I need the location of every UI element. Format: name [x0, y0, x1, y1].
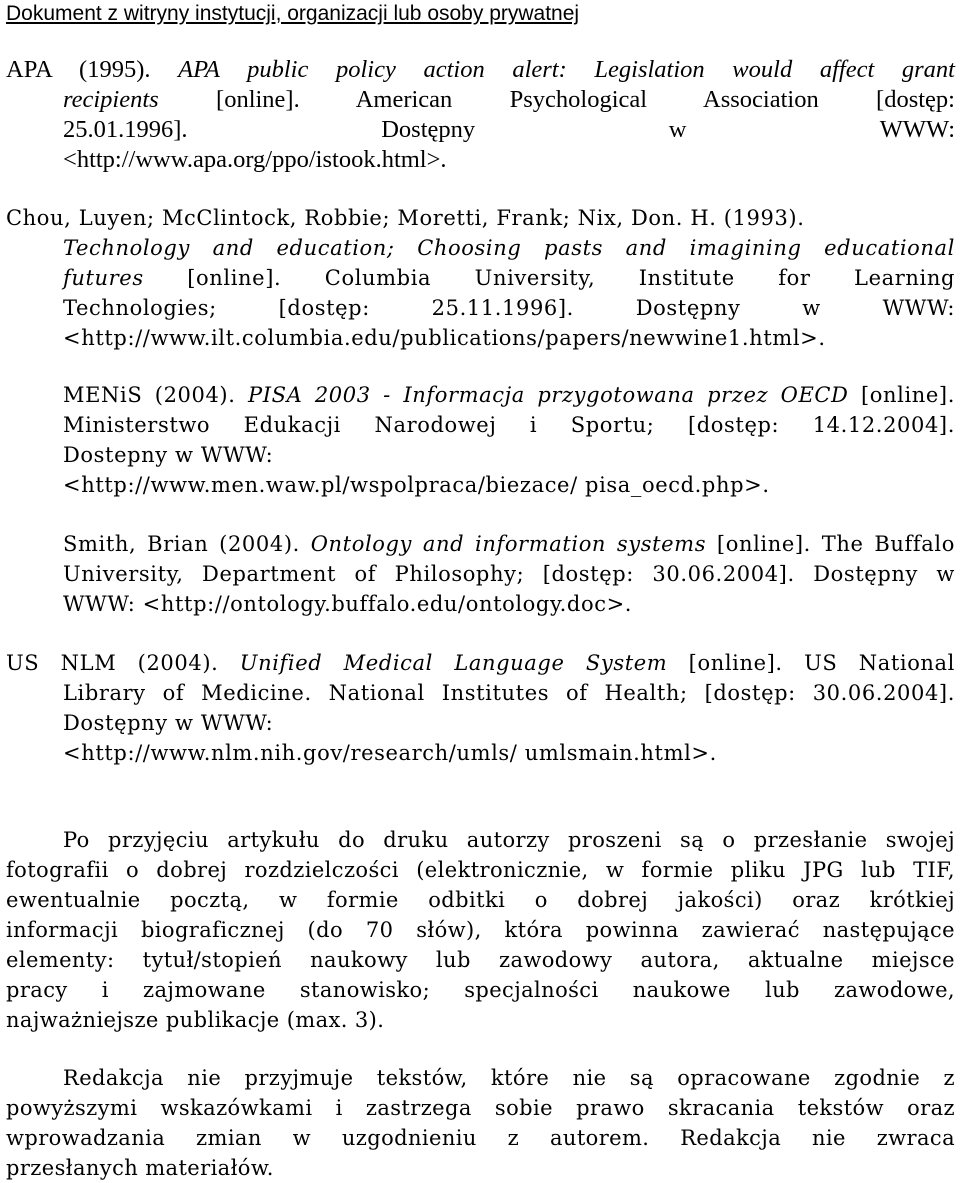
paragraph-line: przesłanych materiałów. [6, 1156, 274, 1180]
reference-url[interactable]: <http://www.apa.org/ppo/istook.html>. [63, 146, 447, 173]
paragraph-line: ewentualnie pocztą, w formie odbitki o dobrej jakości) oraz krótkiej [6, 888, 955, 912]
reference-text: University, Department of Philosophy; [dostęp: 30.06.2004]. Dostępny w [63, 562, 955, 586]
reference-author: Smith, Brian (2004). [63, 532, 311, 556]
paragraph-line: najważniejsze publikacje (max. 3). [6, 1008, 385, 1032]
reference-apa [6, 55, 955, 175]
reference-us-nlm [6, 648, 955, 768]
reference-text: [online]. American Psychological Association [dostęp: [158, 86, 955, 113]
paragraph-line: Redakcja nie przyjmuje tekstów, które nie są opracowane zgodnie z [63, 1066, 955, 1090]
reference-title: APA public policy action alert: Legislation would affect grant [178, 56, 955, 83]
reference-line [6, 708, 955, 738]
reference-line [6, 263, 955, 293]
reference-text: [online]. Columbia University, Institute for Learning [143, 266, 955, 290]
reference-text: 25.01.1996]. Dostępny w WWW: [63, 116, 955, 143]
reference-line [6, 678, 955, 708]
reference-title: PISA 2003 - Informacja przygotowana przez OECD [247, 383, 849, 407]
reference-url[interactable]: <http://www.men.waw.pl/wspolpraca/biezace/ pisa_oecd.php>. [63, 473, 770, 497]
reference-title: Ontology and information systems [310, 532, 707, 556]
source-header-link[interactable]: Dokument z witryny instytucji, organizacji lub osoby prywatnej [6, 2, 580, 25]
reference-url[interactable]: <http://www.nlm.nih.gov/research/umls/ umlsmain.html>. [63, 741, 717, 765]
reference-text: Dostepny w WWW: [63, 443, 274, 467]
reference-line [6, 85, 955, 115]
reference-text: [online]. The Buffalo [706, 532, 955, 556]
reference-text: [online]. US National [667, 651, 955, 675]
reference-author: APA (1995). [6, 56, 179, 83]
reference-text: Library of Medicine. National Institutes of Health; [dostęp: 30.06.2004]. [63, 681, 955, 705]
reference-author: US NLM (2004). [6, 651, 240, 675]
reference-line [6, 293, 955, 323]
reference-smith [6, 529, 955, 619]
reference-line [6, 589, 955, 619]
reference-line [6, 233, 955, 263]
reference-title: futures [63, 266, 144, 290]
reference-author: MENiS (2004). [63, 383, 248, 407]
reference-text: Ministerstwo Edukacji Narodowej i Sportu; [dostęp: 14.12.2004]. [63, 413, 955, 437]
reference-line [6, 55, 955, 85]
paragraph-line: elementy: tytuł/stopień naukowy lub zawodowy autora, aktualne miejsce [6, 948, 955, 972]
paragraph-line: informacji biograficznej (do 70 słów), która powinna zawierać następujące [6, 918, 955, 942]
reference-text: Technologies; [dostęp: 25.11.1996]. Dostępny w WWW: [63, 296, 955, 320]
reference-text: Dostępny w WWW: [63, 711, 274, 735]
reference-url[interactable]: WWW: <http://ontology.buffalo.edu/ontology.doc>. [63, 592, 633, 616]
reference-line [6, 440, 955, 470]
reference-title: Unified Medical Language System [239, 651, 668, 675]
reference-line [6, 470, 955, 500]
reference-line [6, 203, 955, 233]
reference-line [6, 648, 955, 678]
reference-line [6, 380, 955, 410]
author-instructions-paragraph [6, 825, 955, 1035]
reference-line [6, 115, 955, 145]
reference-line [6, 410, 955, 440]
reference-url[interactable]: <http://www.ilt.columbia.edu/publications/papers/newwine1.html>. [63, 326, 826, 350]
editorial-policy-paragraph [6, 1063, 955, 1183]
reference-line [6, 323, 955, 353]
reference-line [6, 529, 955, 559]
reference-line [6, 559, 955, 589]
paragraph-line: powyższymi wskazówkami i zastrzega sobie prawo skracania tekstów oraz [6, 1096, 955, 1120]
paragraph-line: wprowadzania zmian w uzgodnieniu z autorem. Redakcja nie zwraca [6, 1126, 955, 1150]
reference-title: recipients [63, 86, 159, 113]
reference-chou [6, 203, 955, 353]
reference-title: Technology and education; Choosing pasts and imagining educational [63, 236, 955, 260]
paragraph-line: Po przyjęciu artykułu do druku autorzy proszeni są o przesłanie swojej [63, 828, 955, 852]
paragraph-line: fotografii o dobrej rozdzielczości (elektronicznie, w formie pliku JPG lub TIF, [6, 858, 955, 882]
reference-line [6, 145, 955, 175]
paragraph-line: pracy i zajmowane stanowisko; specjalności naukowe lub zawodowe, [6, 978, 955, 1002]
reference-text: [online]. [848, 383, 955, 407]
reference-author: Chou, Luyen; McClintock, Robbie; Moretti, Frank; Nix, Don. H. (1993). [6, 206, 805, 230]
reference-menis [6, 380, 955, 500]
reference-line [6, 738, 955, 768]
